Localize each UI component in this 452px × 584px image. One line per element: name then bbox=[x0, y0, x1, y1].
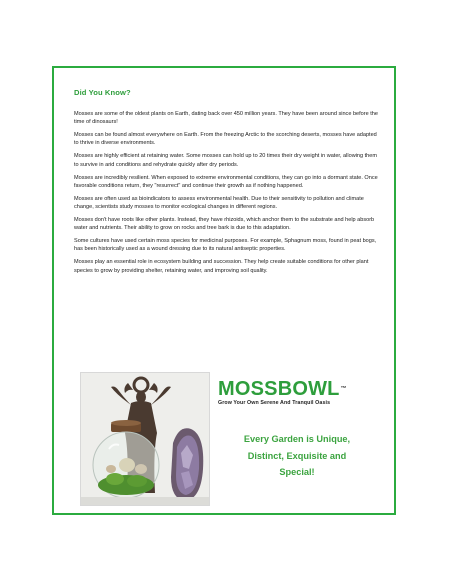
fact-paragraph: Some cultures have used certain moss species for medicinal purposes. For example, Sphagnum moss, found in peat bogs, has been historically used as a wound dressing due to its natural antiseptic properties. bbox=[74, 238, 377, 253]
brand-logo bbox=[218, 378, 378, 406]
fact-paragraph: Mosses are highly efficient at retaining water. Some mosses can hold up to 20 times their dry weight in water, allowing them to survive in arid conditions and rehydrate quickly after dry periods. bbox=[74, 153, 377, 168]
page-title: Did You Know? bbox=[74, 88, 131, 97]
fact-paragraph: Mosses are incredibly resilient. When exposed to extreme environmental conditions, they can go into a dormant state. Once favorable conditions return, they "resurrect" and continue their growth as if nothing happened. bbox=[74, 174, 378, 189]
product-photo bbox=[80, 372, 210, 506]
slogan-line: Every Garden is Unique, bbox=[243, 434, 351, 444]
brand-tagline: Grow Your Own Serene And Tranquil Oasis bbox=[218, 400, 331, 406]
fact-paragraph: Mosses don't have roots like other plants. Instead, they have rhizoids, which anchor them to the substrate and help absorb water and nutrients. Their ability to grow on rocks and tree bark is due to this adaptation. bbox=[74, 216, 375, 232]
fact-paragraph: Mosses are often used as bioindicators to assess environmental health. Due to their sensitivity to pollution and climate change, scientists study mosses to monitor ecological changes in different regions. bbox=[74, 195, 364, 211]
fact-paragraph: Mosses play an essential role in ecosystem building and succession. They help create suitable conditions for other plant species to grow by providing shelter, retaining water, and improving soil quality. bbox=[74, 259, 369, 274]
fact-sheet-frame bbox=[52, 66, 396, 515]
fact-paragraph: Mosses are some of the oldest plants on Earth, dating back over 450 million years. They have been around since before the time of dinosaurs! bbox=[74, 111, 378, 126]
fact-paragraph: Mosses can be found almost everywhere on Earth. From the freezing Arctic to the scorching deserts, mosses have adapted to thrive in diverse environments. bbox=[74, 132, 377, 147]
facts-list bbox=[74, 110, 380, 280]
slogan-line: Special! bbox=[279, 467, 315, 477]
brand-wordmark: MOSSBOWL™ bbox=[218, 378, 347, 400]
slogan bbox=[222, 431, 372, 481]
slogan-line: Distinct, Exquisite and bbox=[247, 450, 347, 461]
amethyst-geode bbox=[171, 428, 203, 501]
